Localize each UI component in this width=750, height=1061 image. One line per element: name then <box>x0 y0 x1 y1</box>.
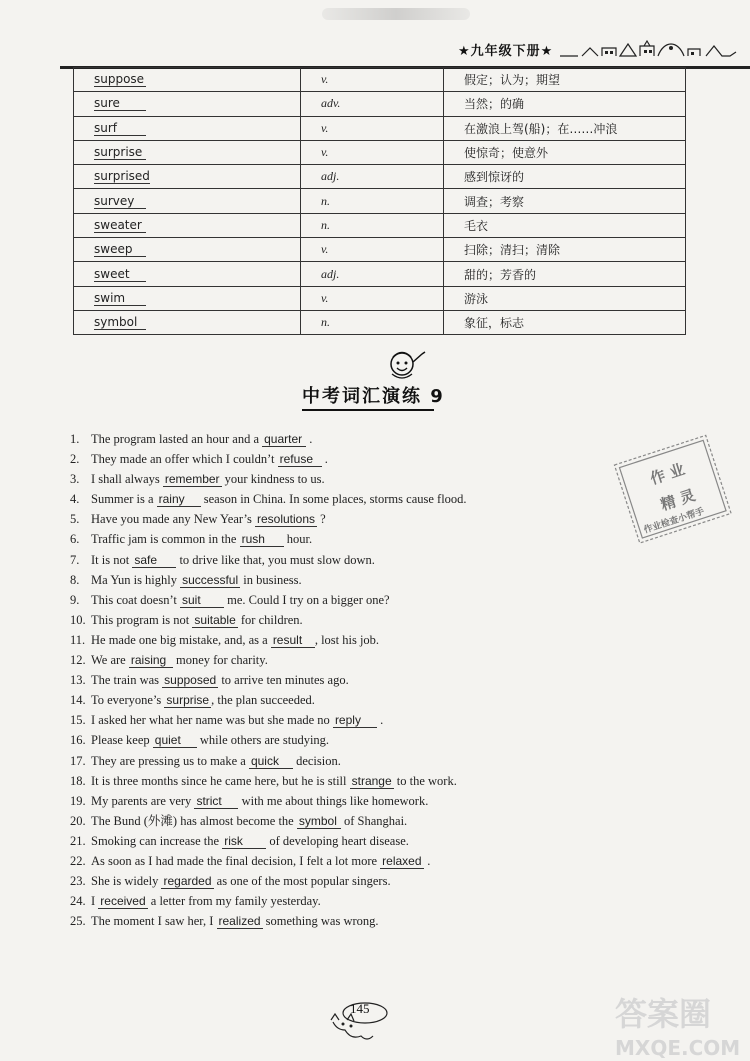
exercise-number: 13. <box>70 673 86 688</box>
section-title-wrap <box>302 382 445 412</box>
vocab-row <box>74 68 686 92</box>
exercise-text-before: They made an offer which I couldn’t <box>91 452 278 467</box>
vocab-meaning-cell: 调查；考察 <box>444 189 686 213</box>
exercise-number: 6. <box>70 532 80 547</box>
answer-blank[interactable]: result <box>271 634 315 648</box>
exercise-number: 10. <box>70 612 86 627</box>
vocabulary-table <box>73 67 686 335</box>
exercise-item <box>70 610 600 630</box>
exercise-text-before: He made one big mistake, and, as a <box>91 632 271 647</box>
exercise-item <box>70 831 600 851</box>
exercise-text-after: with me about things like homework. <box>238 793 429 808</box>
star-icon: ★ <box>540 44 554 59</box>
vocab-word: swim <box>94 292 146 306</box>
exercise-item <box>70 429 600 449</box>
exercise-text-before: Have you made any New Year’s <box>91 512 255 527</box>
exercise-item <box>70 871 600 891</box>
vocab-row <box>74 116 686 140</box>
answer-blank[interactable]: resolutions <box>256 512 315 527</box>
vocab-pos-cell: adj. <box>301 165 444 189</box>
section-title-underline <box>302 409 434 411</box>
exercise-text-before: It is not <box>91 552 133 567</box>
exercise-text-after: while others are studying. <box>196 733 330 748</box>
exercise-text-before: To everyone’s <box>91 693 165 708</box>
exercise-item <box>70 550 600 570</box>
exercise-text-before: The train was <box>91 673 163 688</box>
exercise-text-after: of developing heart disease. <box>266 833 409 848</box>
exercise-text-after: . <box>321 452 328 467</box>
exercise-text-before: This program is not <box>91 612 193 627</box>
exercise-text-after: as one of the most popular singers. <box>213 874 391 889</box>
exercise-text-before: We are <box>91 653 129 668</box>
exercise-text-before: I <box>91 894 99 909</box>
answer-blank[interactable]: rush <box>240 533 284 547</box>
answer-blank[interactable]: quick <box>249 755 293 769</box>
exercise-text-after: to arrive ten minutes ago. <box>218 673 349 688</box>
vocab-row <box>74 262 686 286</box>
exercise-number: 9. <box>70 592 80 607</box>
smiling-boy-mascot-icon <box>382 348 430 386</box>
exercise-text-after: of Shanghai. <box>340 813 408 828</box>
exercise-item <box>70 891 600 911</box>
vocab-word: sure <box>94 97 146 111</box>
exercise-item <box>70 489 600 509</box>
exercise-text-after: , the plan succeeded. <box>211 693 315 708</box>
exercise-text-after: to the work. <box>393 773 457 788</box>
exercise-item <box>70 509 600 529</box>
vocab-row <box>74 165 686 189</box>
vocab-meaning-cell: 游泳 <box>444 286 686 310</box>
vocab-pos-cell: n. <box>301 189 444 213</box>
exercise-item <box>70 730 600 750</box>
answer-blank[interactable]: raising <box>129 654 173 668</box>
exercise-text-after: a letter from my family yesterday. <box>147 894 321 909</box>
vocab-meaning-cell: 当然；的确 <box>444 92 686 116</box>
answer-blank[interactable]: suit <box>180 594 224 608</box>
exercise-item <box>70 710 600 730</box>
exercise-item <box>70 590 600 610</box>
answer-blank[interactable]: remember <box>164 472 220 487</box>
exercise-item <box>70 690 600 710</box>
vocab-word-cell <box>74 189 301 213</box>
answer-blank[interactable]: strange <box>351 773 392 788</box>
vocab-word-cell <box>74 286 301 310</box>
scan-smudge <box>322 8 470 20</box>
answer-blank[interactable]: regarded <box>163 874 212 889</box>
vocab-meaning-cell: 甜的；芳香的 <box>444 262 686 286</box>
exercise-item <box>70 650 600 670</box>
exercise-item <box>70 911 600 931</box>
exercise-text-after: , lost his job. <box>314 632 380 647</box>
exercise-text-before: Summer is a <box>91 492 157 507</box>
vocab-meaning-cell: 象征，标志 <box>444 310 686 334</box>
vocab-word-cell <box>74 238 301 262</box>
exercise-text-after: . <box>376 713 384 728</box>
answer-blank[interactable]: realized <box>218 914 261 929</box>
vocab-row <box>74 140 686 164</box>
exercise-number: 7. <box>70 552 80 567</box>
answer-blank[interactable]: surprise <box>166 693 210 708</box>
answer-blank[interactable]: suitable <box>194 612 236 627</box>
answer-blank[interactable]: supposed <box>164 673 217 688</box>
exercise-number: 3. <box>70 472 80 487</box>
exercise-item <box>70 670 600 690</box>
exercise-item <box>70 791 600 811</box>
exercise-text-after: your kindness to us. <box>221 472 325 487</box>
exercise-number: 21. <box>70 833 86 848</box>
exercise-text-before: Ma Yun is highly <box>91 572 181 587</box>
exercise-text-before: She is widely <box>91 874 162 889</box>
exercise-item <box>70 529 600 549</box>
exercise-item <box>70 851 600 871</box>
vocab-word: sweater <box>94 219 146 233</box>
vocab-word: suppose <box>94 72 145 87</box>
exercise-text-before: This coat doesn’t <box>91 592 180 607</box>
exercise-text-after: ? <box>317 512 326 527</box>
exercise-number: 12. <box>70 653 86 668</box>
vocab-row <box>74 286 686 310</box>
exercise-item <box>70 771 600 791</box>
vocab-pos-cell: v. <box>301 140 444 164</box>
star-icon: ★ <box>458 44 471 59</box>
exercise-item <box>70 751 600 771</box>
exercise-text-before: Please keep <box>91 733 153 748</box>
exercise-number: 1. <box>70 432 80 446</box>
exercise-number: 19. <box>70 793 86 808</box>
vocab-word-cell <box>74 68 301 92</box>
header-title: ★九年级下册★ <box>458 44 554 59</box>
watermark-top: 答案圈 <box>615 995 712 1033</box>
exercise-text-after: in business. <box>240 572 302 587</box>
vocab-meaning-cell: 扫除；清扫；清除 <box>444 238 686 262</box>
exercise-text-after: for children. <box>237 612 303 627</box>
exercise-text-before: My parents are very <box>91 793 195 808</box>
exercise-number: 22. <box>70 853 86 868</box>
answer-blank[interactable]: rainy <box>157 493 201 507</box>
answer-blank[interactable]: quarter <box>262 433 306 447</box>
vocab-word-cell <box>74 262 301 286</box>
answer-blank[interactable]: reply <box>333 714 377 728</box>
exercise-number: 11. <box>70 632 86 647</box>
exercise-text-before: The program lasted an hour and a <box>91 432 263 446</box>
exercise-item <box>70 469 600 489</box>
vocab-word-cell <box>74 92 301 116</box>
exercise-text-before: I shall always <box>91 472 163 487</box>
vocab-word-cell <box>74 213 301 237</box>
exercise-text-before: They are pressing us to make a <box>91 753 249 768</box>
exercise-number: 16. <box>70 733 86 748</box>
stamp-line2: 精 灵 <box>658 486 698 515</box>
vocab-pos-cell: v. <box>301 116 444 140</box>
exercise-text-after: . <box>306 432 313 446</box>
exercise-item <box>70 811 600 831</box>
answer-blank[interactable]: risk <box>222 835 266 849</box>
vocab-word-cell <box>74 116 301 140</box>
answer-blank[interactable]: safe <box>132 554 176 568</box>
answer-blank[interactable]: successful <box>182 572 239 587</box>
exercise-number: 4. <box>70 492 80 507</box>
exercise-number: 8. <box>70 572 80 587</box>
page-number: 145 <box>350 1001 370 1016</box>
answer-blank[interactable]: quiet <box>153 734 197 748</box>
vocab-word: sweet <box>94 268 146 282</box>
vocab-pos-cell: v. <box>301 238 444 262</box>
exercise-number: 5. <box>70 512 80 527</box>
stamp-bottom: 作业检查小帮手 <box>642 506 706 536</box>
vocab-row <box>74 213 686 237</box>
vocab-row <box>74 310 686 334</box>
exercise-number: 20. <box>70 813 86 828</box>
vocab-row <box>74 238 686 262</box>
vocab-meaning-cell: 感到惊讶的 <box>444 165 686 189</box>
vocab-meaning-cell: 假定；认为；期望 <box>444 68 686 92</box>
exercise-number: 14. <box>70 693 86 708</box>
vocab-pos-cell: v. <box>301 68 444 92</box>
exercise-item <box>70 449 600 469</box>
exercise-item <box>70 630 600 650</box>
homework-elf-stamp <box>604 418 744 568</box>
exercise-text-before: I asked her what her name was but she made no <box>91 713 333 728</box>
vocab-word-cell <box>74 165 301 189</box>
vocab-pos-cell: n. <box>301 310 444 334</box>
exercise-text-after: decision. <box>292 753 341 768</box>
exercise-item <box>70 570 600 590</box>
section-title: 中考词汇演练 9 <box>302 386 445 407</box>
exercise-number: 24. <box>70 894 86 909</box>
vocab-pos-cell: adj. <box>301 262 444 286</box>
vocab-meaning-cell: 在激浪上驾(船)；在……冲浪 <box>444 116 686 140</box>
vocab-word-cell <box>74 140 301 164</box>
stamp-line1: 作 业 <box>647 460 687 489</box>
vocab-word: surprise <box>94 146 146 160</box>
exercise-text-before: Traffic jam is common in the <box>91 532 240 547</box>
mxqe-watermark <box>605 985 750 1061</box>
watermark-bottom: MXQE.COM <box>615 1036 741 1060</box>
answer-blank[interactable]: symbol <box>297 815 341 829</box>
vocab-word: surf <box>94 122 146 136</box>
exercise-text-after: money for charity. <box>172 653 268 668</box>
answer-blank[interactable]: refuse <box>278 453 322 467</box>
exercise-text-before: The moment I saw her, I <box>91 914 217 929</box>
vocab-pos-cell: v. <box>301 286 444 310</box>
vocab-meaning-cell: 毛衣 <box>444 213 686 237</box>
vocab-word: survey <box>94 195 146 209</box>
exercise-list <box>70 429 600 931</box>
vocab-meaning-cell: 使惊奇；使意外 <box>444 140 686 164</box>
exercise-number: 15. <box>70 713 86 728</box>
vocab-word: sweep <box>94 243 146 257</box>
exercise-text-after: hour. <box>283 532 313 547</box>
vocab-row <box>74 189 686 213</box>
exercise-text-after: me. Could I try on a bigger one? <box>224 592 390 607</box>
exercise-text-after: something was wrong. <box>262 914 379 929</box>
exercise-text-before: Smoking can increase the <box>91 833 223 848</box>
village-banner-icon <box>560 30 740 64</box>
exercise-text-after: to drive like that, you must slow down. <box>176 552 375 567</box>
vocab-pos-cell: n. <box>301 213 444 237</box>
vocab-word: symbol <box>94 316 146 330</box>
exercise-number: 18. <box>70 773 86 788</box>
exercise-text-after: . <box>424 853 431 868</box>
exercise-number: 2. <box>70 452 80 467</box>
answer-blank[interactable]: received <box>100 894 146 909</box>
exercise-text-after: season in China. In some places, storms cause flood. <box>200 492 467 507</box>
exercise-text-before: As soon as I had made the final decision, I felt a lot more <box>91 853 381 868</box>
vocab-word: surprised <box>94 169 150 184</box>
vocab-row <box>74 92 686 116</box>
answer-blank[interactable]: relaxed <box>380 855 424 869</box>
exercise-number: 23. <box>70 874 86 889</box>
answer-blank[interactable]: strict <box>194 795 238 809</box>
vocab-word-cell <box>74 310 301 334</box>
exercise-text-before: It is three months since he came here, but he is still <box>91 773 350 788</box>
vocab-pos-cell: adv. <box>301 92 444 116</box>
exercise-text-before: The Bund (外滩) has almost become the <box>91 813 297 828</box>
exercise-number: 17. <box>70 753 86 768</box>
exercise-number: 25. <box>70 914 86 929</box>
